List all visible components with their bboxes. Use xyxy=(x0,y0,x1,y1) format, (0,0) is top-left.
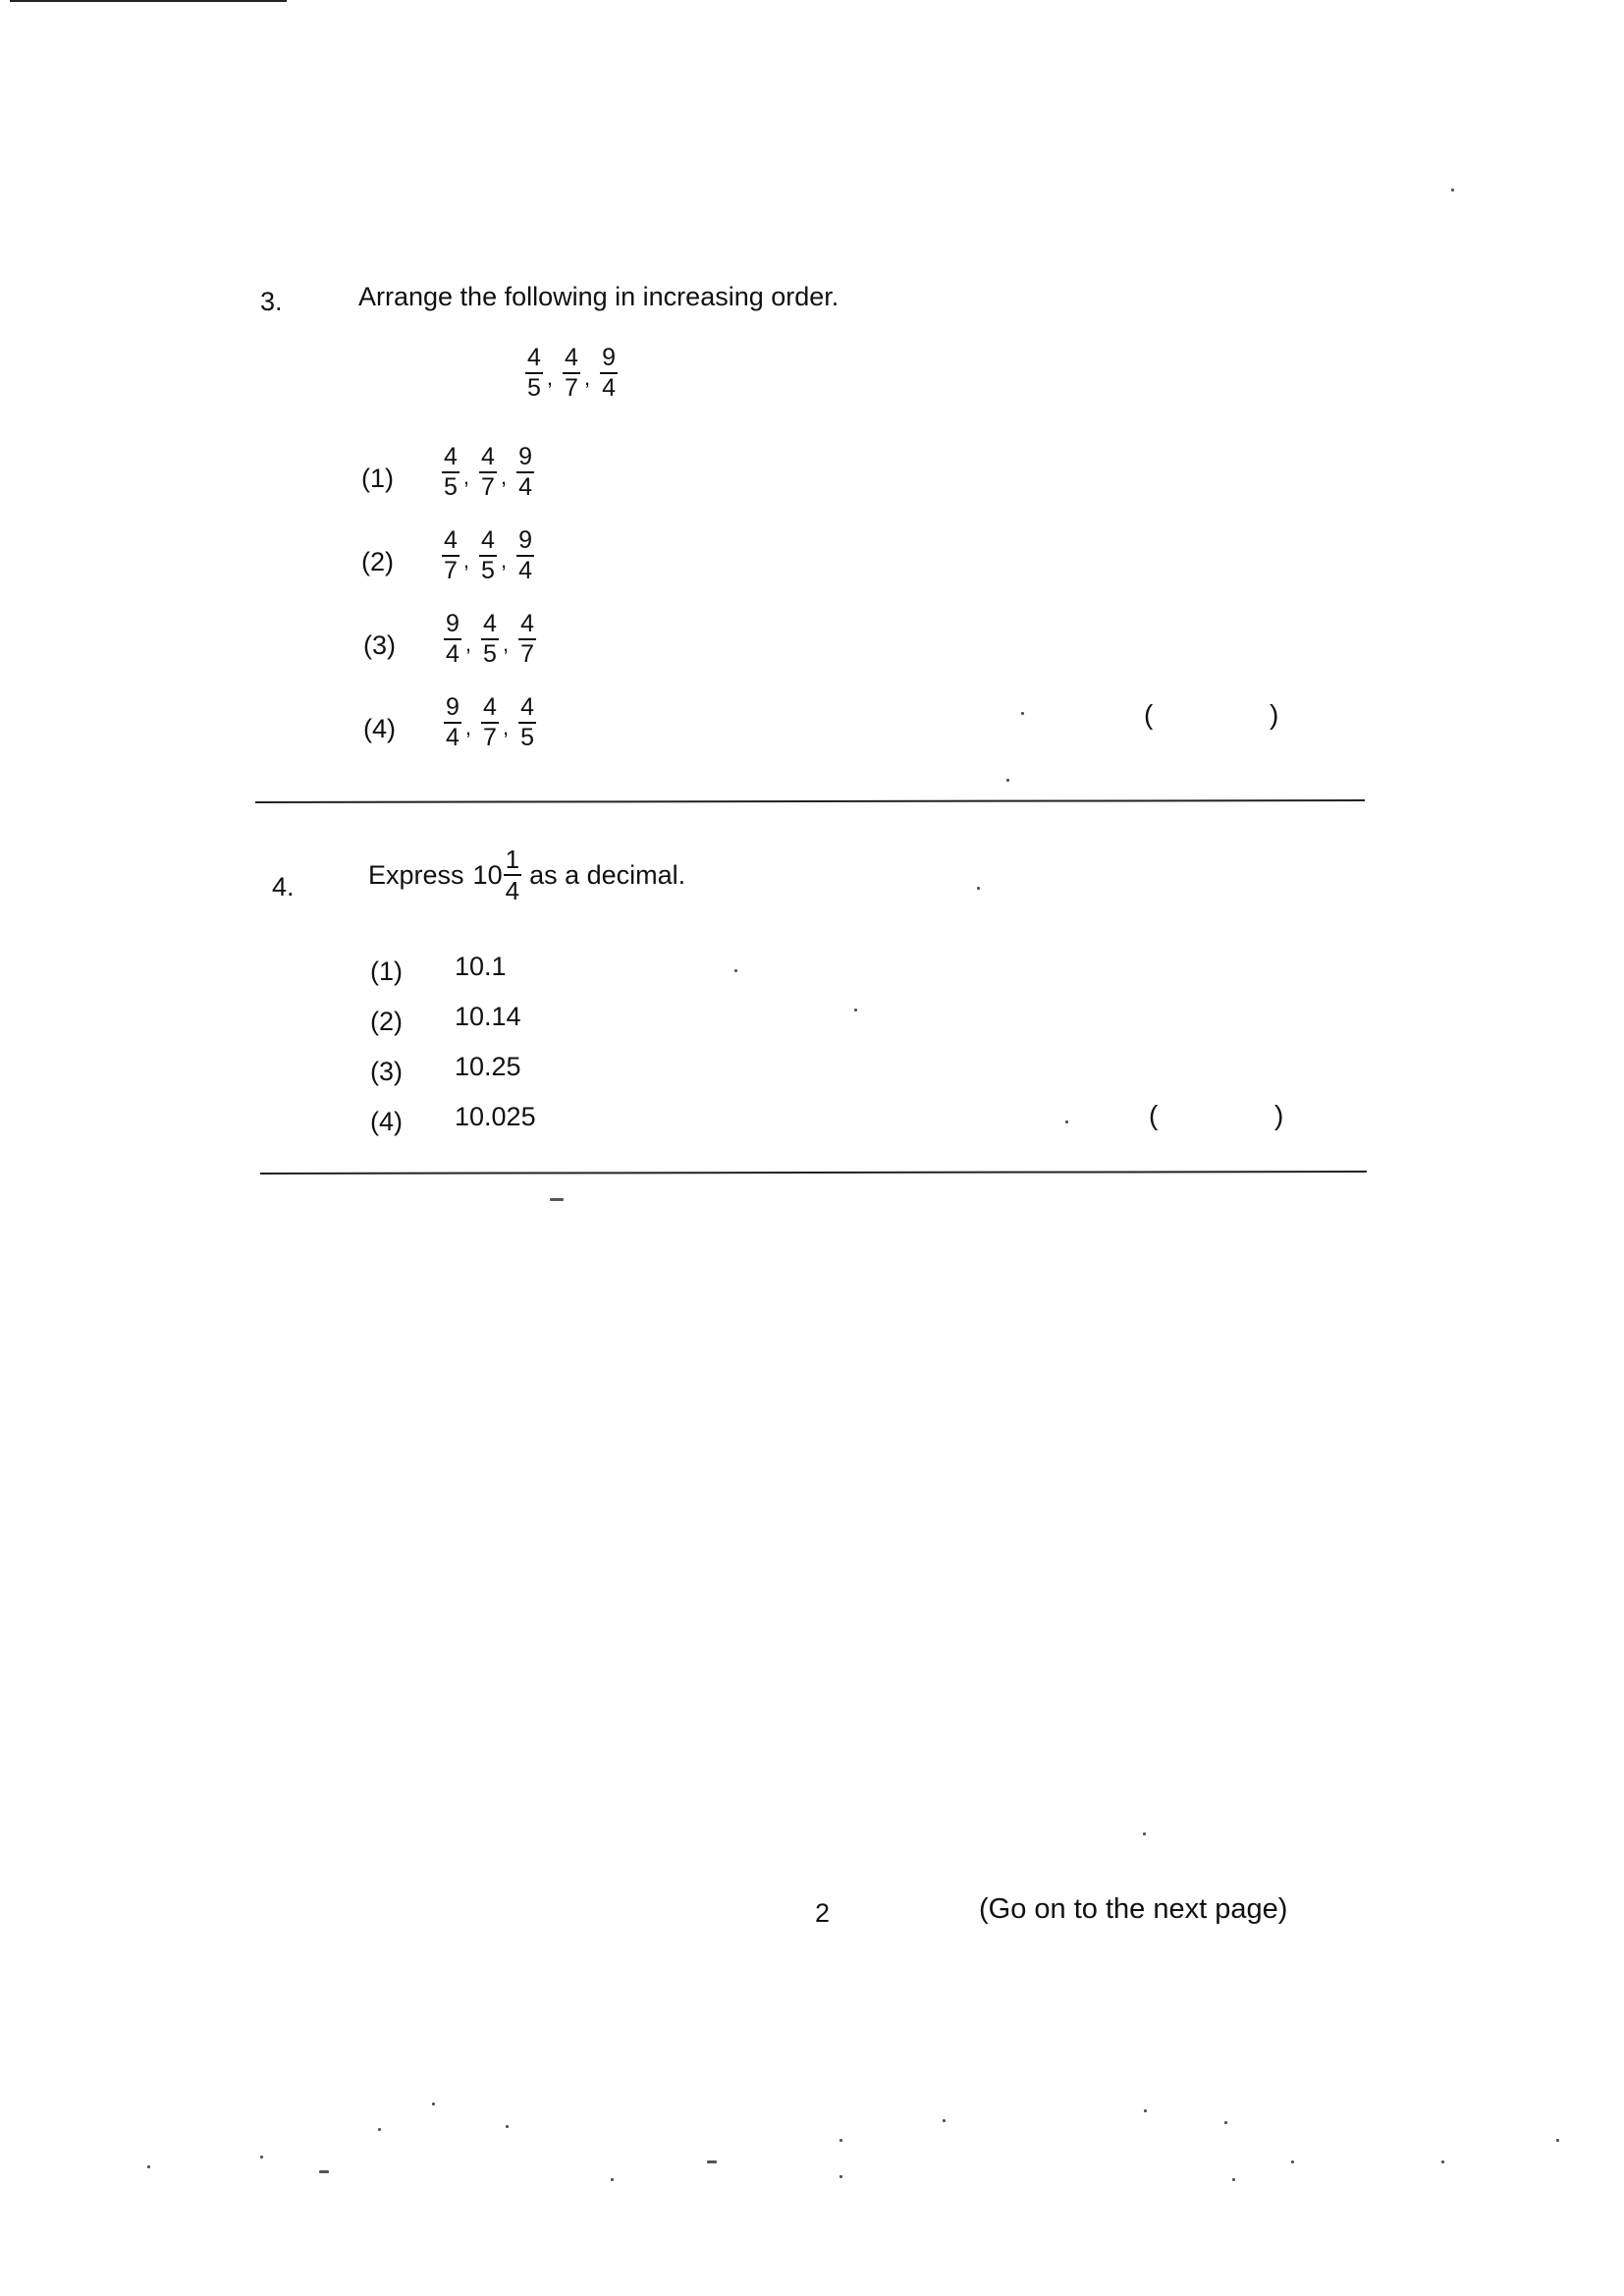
question-4-option-4[interactable]: 10.025 xyxy=(455,1102,536,1131)
question-4-answer-box[interactable] xyxy=(1164,1100,1272,1133)
prompt-text: as a decimal. xyxy=(529,859,686,890)
question-3-number: 3. xyxy=(260,287,283,316)
fraction: $\frac{9}{4}$ xyxy=(518,526,532,584)
question-4-option-3[interactable]: 10.25 xyxy=(455,1052,521,1081)
option-label: (4) xyxy=(363,714,396,743)
fraction: $\frac{9}{4}$ xyxy=(602,344,616,402)
fraction: $\frac{4}{5}$ xyxy=(444,443,458,501)
question-4-option-1[interactable]: 10.1 xyxy=(455,952,507,981)
question-3-option-4[interactable]: $\frac{9}{4}$ , $\frac{4}{7}$ , $\frac{4}{5}$ xyxy=(446,693,534,751)
fraction: $\frac{4}{7}$ xyxy=(444,526,458,584)
answer-box-open: ( xyxy=(1144,699,1154,730)
mixed-number: 10 $\frac{1}{4}$ xyxy=(472,845,520,905)
question-3-given-fractions: $\frac{4}{5}$ , $\frac{4}{7}$ , $\frac{9}{4}$ xyxy=(527,344,616,402)
fraction: $\frac{4}{5}$ xyxy=(527,344,541,402)
fraction: $\frac{4}{7}$ xyxy=(481,443,495,501)
answer-box-close: ) xyxy=(1274,1100,1284,1130)
option-label: (3) xyxy=(370,1057,403,1086)
fraction: $\frac{4}{7}$ xyxy=(565,344,578,402)
fraction: $\frac{4}{5}$ xyxy=(481,526,495,584)
question-3-answer-box[interactable] xyxy=(1159,699,1267,733)
option-label: (2) xyxy=(361,547,394,576)
fraction: $\frac{9}{4}$ xyxy=(446,610,460,668)
question-4-prompt xyxy=(368,847,685,903)
fraction: $\frac{9}{4}$ xyxy=(518,443,532,501)
corner-rule xyxy=(10,0,287,2)
fraction: $\frac{4}{5}$ xyxy=(520,693,534,751)
fraction: $\frac{4}{7}$ xyxy=(520,610,534,668)
question-3-option-1[interactable]: $\frac{4}{5}$ , $\frac{4}{7}$ , $\frac{9}{4}$ xyxy=(444,443,532,501)
fraction: $\frac{4}{5}$ xyxy=(483,610,497,668)
question-3-prompt: Arrange the following in increasing order. xyxy=(358,282,839,311)
next-page-note: (Go on to the next page) xyxy=(979,1893,1288,1925)
divider xyxy=(260,1171,1367,1175)
option-label: (2) xyxy=(370,1007,403,1036)
option-label: (3) xyxy=(363,630,396,660)
question-3-option-3[interactable]: $\frac{9}{4}$ , $\frac{4}{5}$ , $\frac{4}{7}$ xyxy=(446,610,534,668)
page-number: 2 xyxy=(815,1898,831,1928)
answer-box-open: ( xyxy=(1149,1100,1159,1130)
divider xyxy=(255,799,1365,803)
fraction: $\frac{9}{4}$ xyxy=(446,693,460,751)
prompt-text: Express xyxy=(368,859,464,890)
question-4-option-2[interactable]: 10.14 xyxy=(455,1002,521,1031)
fraction: $\frac{4}{7}$ xyxy=(483,693,497,751)
question-4-number: 4. xyxy=(272,872,295,902)
question-3-option-2[interactable]: $\frac{4}{7}$ , $\frac{4}{5}$ , $\frac{9}{4}$ xyxy=(444,526,532,584)
option-label: (4) xyxy=(370,1107,403,1136)
answer-box-close: ) xyxy=(1270,699,1279,730)
option-label: (1) xyxy=(361,464,394,493)
option-label: (1) xyxy=(370,957,403,986)
